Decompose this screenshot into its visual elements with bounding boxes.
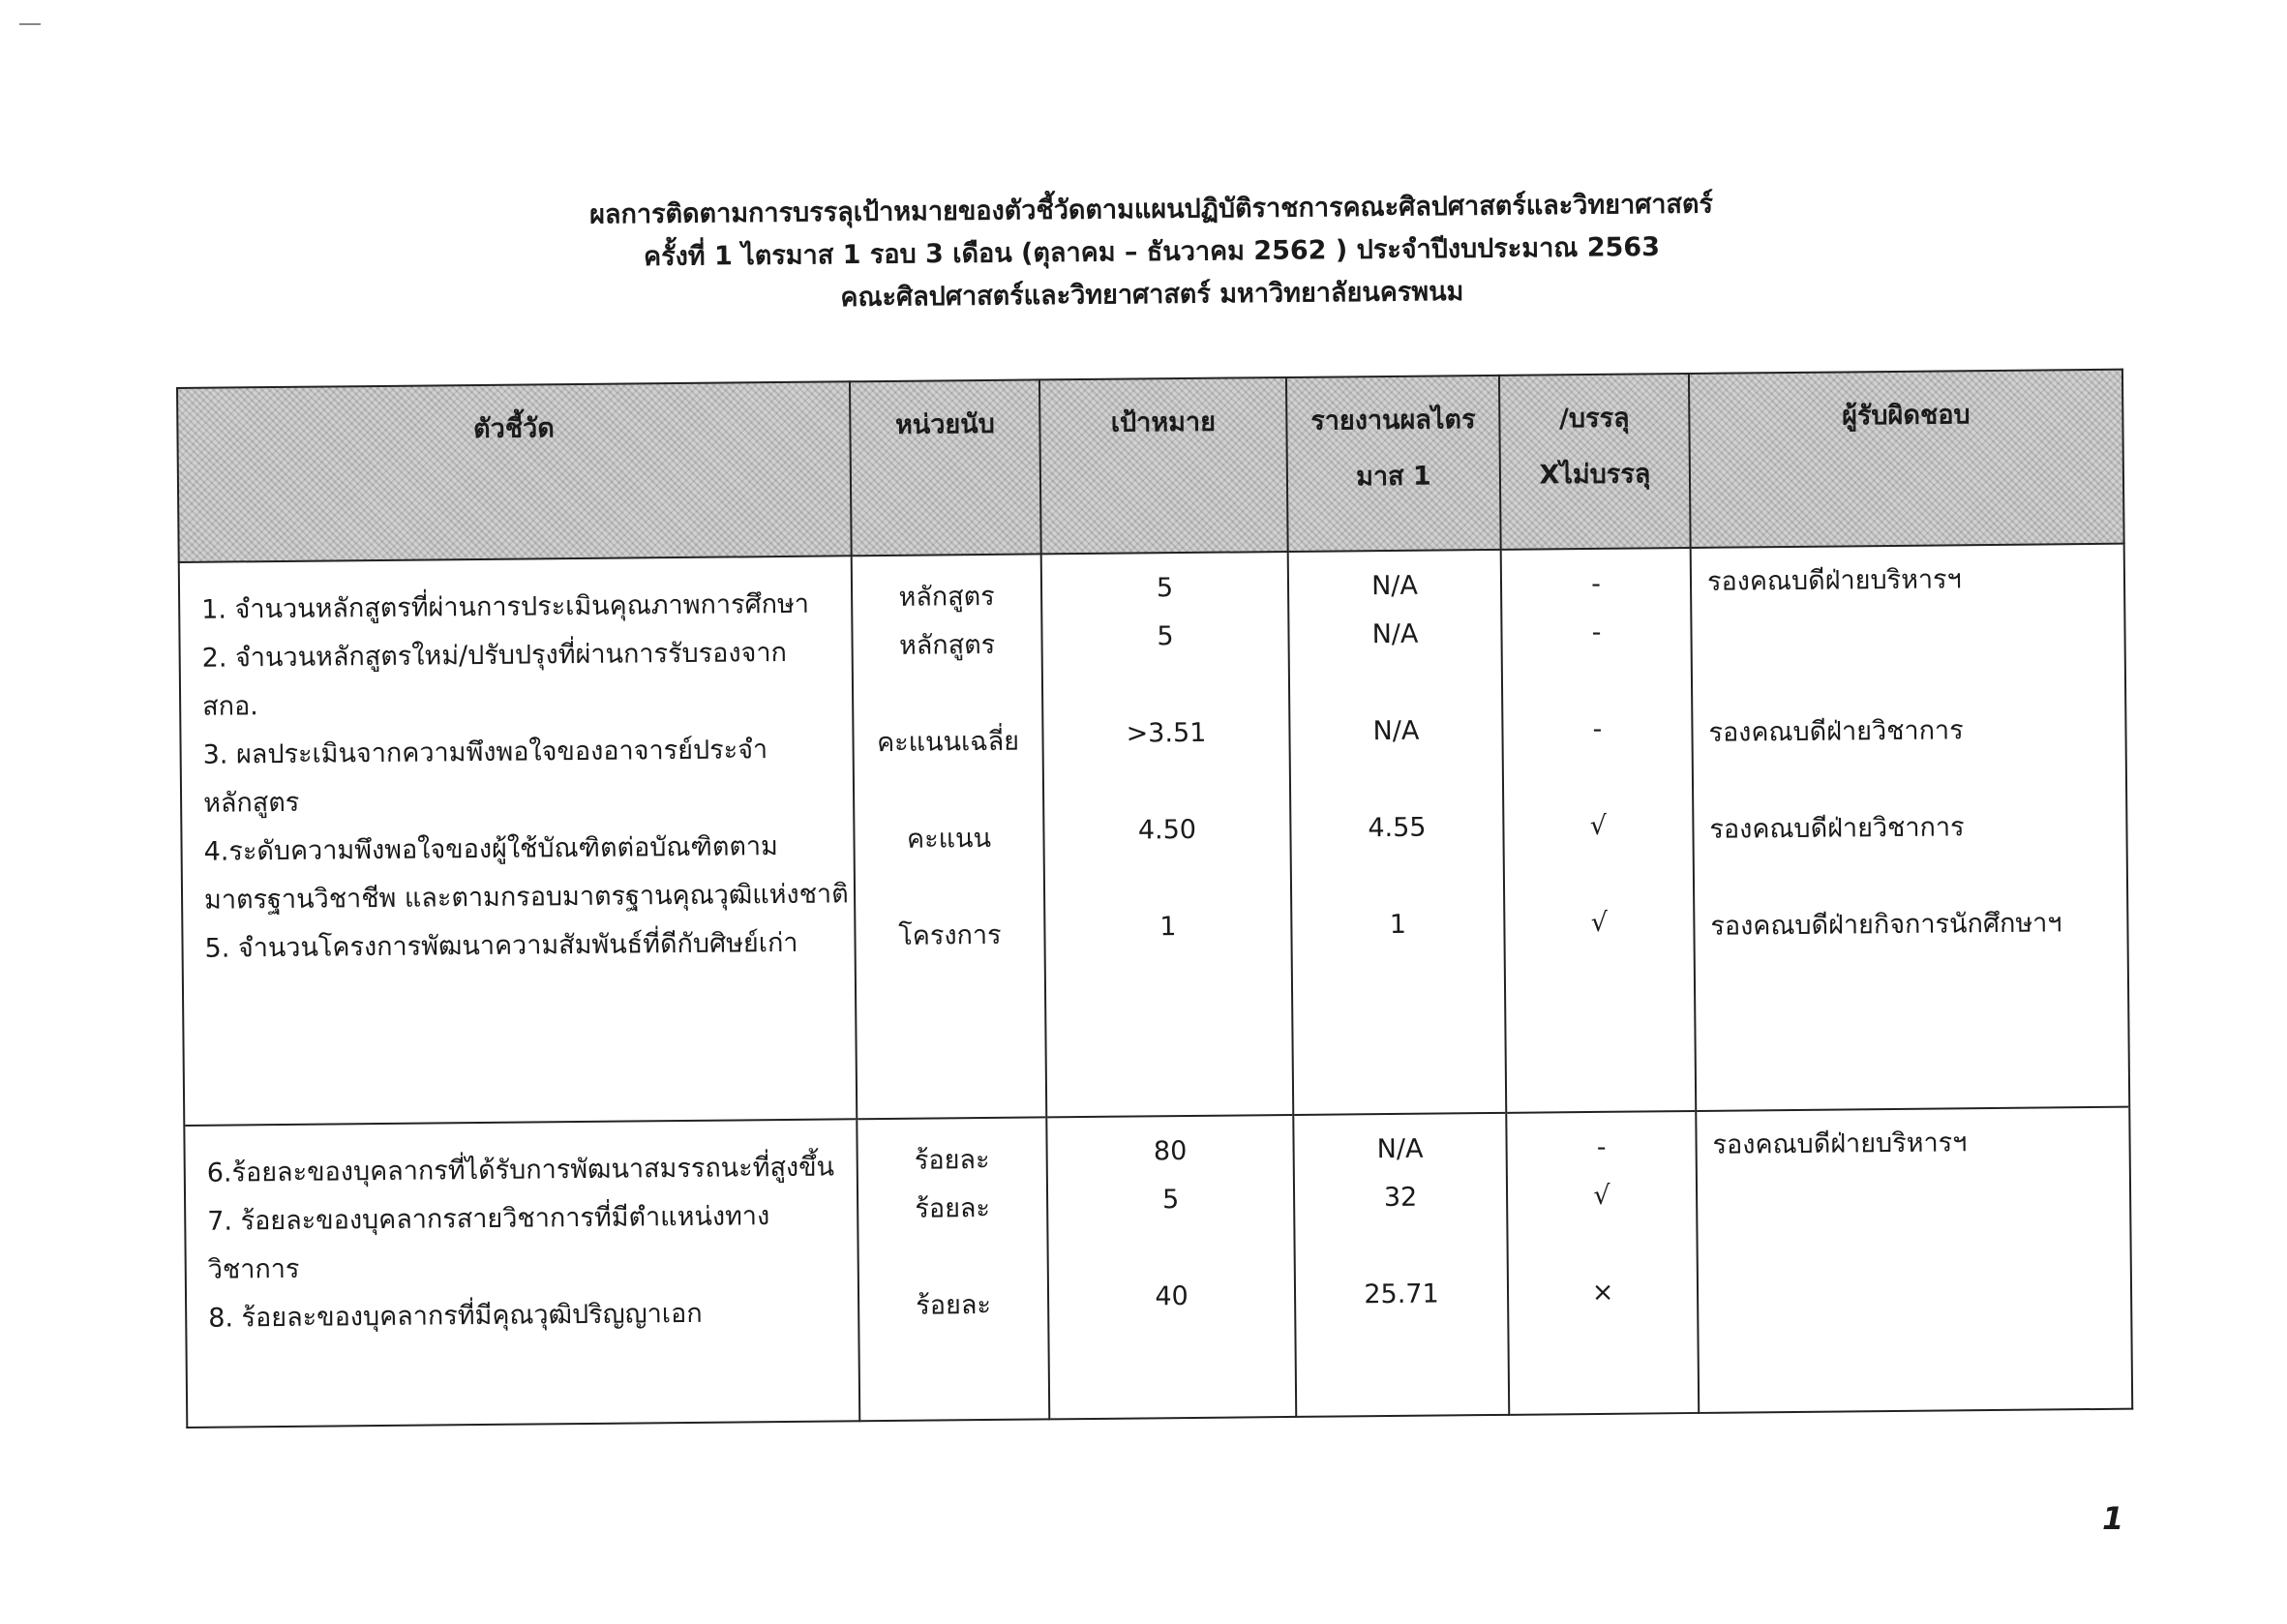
table-header-row — [177, 370, 2124, 562]
result-cell — [1288, 550, 1507, 1115]
header-result-line-2: มาส 1 — [1355, 461, 1431, 493]
header-responsible: ผู้รับผิดชอบ — [1689, 370, 2124, 548]
responsible-value: รองคณบดีฝ่ายวิชาการ — [1708, 715, 1964, 748]
header-status — [1499, 374, 1691, 550]
unit-value: คะแนนเฉลี่ย — [876, 726, 1020, 759]
indicator-line: 4.ระดับความพึงพอใจของผู้ใช้บัณฑิตต่อบัณฑิตตาม — [203, 831, 779, 867]
unit-cell — [852, 554, 1047, 1119]
responsible-value: รองคณบดีฝ่ายบริหารฯ — [1706, 564, 1962, 597]
indicator-line: 8. ร้อยละของบุคลากรที่มีคุณวุฒิปริญญาเอก — [208, 1298, 703, 1334]
status-mark: - — [1591, 617, 1602, 647]
indicator-line: 2. จำนวนหลักสูตรใหม่/ปรับปรุงที่ผ่านการรับรองจาก — [201, 637, 788, 674]
status-mark: - — [1596, 1131, 1607, 1162]
title-line-2: ครั้งที่ 1 ไตรมาส 1 รอบ 3 เดือน (ตุลาคม – ธันวาคม 2562 ) ประจำปีงบประมาณ 2563 — [643, 231, 1661, 273]
result-value: N/A — [1372, 715, 1420, 747]
target-value: 5 — [1161, 1185, 1180, 1216]
responsible-cell — [1696, 1107, 2132, 1413]
header-result — [1286, 376, 1501, 552]
page-number: 1 — [2102, 1500, 2124, 1537]
target-value: 40 — [1155, 1281, 1189, 1312]
result-value: N/A — [1376, 1133, 1424, 1165]
unit-value: คะแนน — [906, 823, 992, 855]
status-mark: - — [1592, 713, 1603, 744]
indicator-table — [176, 369, 2133, 1429]
target-value: 80 — [1153, 1136, 1188, 1167]
target-cell — [1046, 1115, 1296, 1419]
responsible-value: รองคณบดีฝ่ายวิชาการ — [1709, 812, 1965, 845]
target-value: 5 — [1156, 573, 1174, 604]
status-mark: - — [1590, 568, 1602, 599]
result-value: 32 — [1383, 1182, 1418, 1214]
target-value: 1 — [1159, 912, 1177, 943]
title-line-1: ผลการติดตามการบรรลุเป้าหมายของตัวชี้วัดตามแผนปฏิบัติราชการคณะศิลปศาสตร์และวิทยาศาสตร์ — [588, 189, 1714, 230]
header-status-line-1: /บรรลุ — [1558, 403, 1630, 435]
responsible-value: รองคณบดีฝ่ายกิจการนักศึกษาฯ — [1710, 908, 2062, 942]
unit-value: หลักสูตร — [898, 581, 995, 613]
indicator-line: 6.ร้อยละของบุคลากรที่ได้รับการพัฒนาสมรรถนะที่สูงขึ้น — [206, 1152, 835, 1188]
header-status-line-2: Xไม่บรรลุ — [1539, 459, 1651, 491]
header-indicator: ตัวชี้วัด — [177, 381, 852, 562]
unit-value: หลักสูตร — [898, 629, 996, 661]
status-mark: × — [1591, 1277, 1614, 1308]
indicator-cell — [179, 556, 858, 1126]
document-title — [289, 180, 2013, 324]
unit-cell — [857, 1117, 1049, 1421]
result-value: N/A — [1370, 570, 1419, 602]
unit-value: ร้อยละ — [916, 1289, 992, 1321]
header-unit: หน่วยนับ — [850, 379, 1041, 556]
status-mark: √ — [1590, 907, 1609, 938]
indicator-line: 1. จำนวนหลักสูตรที่ผ่านการประเมินคุณภาพการศึกษา — [201, 588, 810, 625]
indicator-line: 5. จำนวนโครงการพัฒนาความสัมพันธ์ที่ดีกับศิษย์เก่า — [204, 927, 798, 964]
indicator-line: หลักสูตร — [202, 787, 300, 819]
responsible-value: รองคณบดีฝ่ายบริหารฯ — [1712, 1128, 1968, 1160]
header-target: เป้าหมาย — [1039, 377, 1288, 554]
table-row-group-1 — [179, 544, 2129, 1126]
target-value: 4.50 — [1137, 814, 1197, 846]
status-cell — [1506, 1111, 1699, 1415]
status-mark: √ — [1589, 810, 1608, 841]
responsible-cell — [1691, 544, 2130, 1111]
unit-value: ร้อยละ — [914, 1144, 990, 1176]
target-cell — [1041, 552, 1294, 1117]
target-value: 5 — [1157, 621, 1174, 652]
indicator-line: สกอ. — [202, 691, 258, 722]
result-value: 4.55 — [1368, 812, 1427, 844]
status-cell — [1501, 548, 1697, 1113]
indicator-line: วิชาการ — [207, 1253, 300, 1285]
result-value: N/A — [1371, 618, 1419, 650]
indicator-line: มาตรฐานวิชาชีพ และตามกรอบมาตรฐานคุณวุฒิแห่งชาติ — [203, 879, 849, 916]
result-value: 25.71 — [1364, 1278, 1439, 1310]
header-result-line-1: รายงานผลไตร — [1310, 405, 1476, 436]
unit-value: โครงการ — [898, 919, 1002, 951]
result-value: 1 — [1389, 909, 1407, 940]
indicator-line: 7. ร้อยละของบุคลากรสายวิชาการที่มีตำแหน่งทาง — [207, 1201, 770, 1237]
scan-mark — [19, 23, 41, 25]
status-mark: √ — [1593, 1180, 1610, 1211]
target-value: >3.51 — [1126, 717, 1207, 749]
title-line-3: คณะศิลปศาสตร์และวิทยาศาสตร์ มหาวิทยาลัยนครพนม — [840, 276, 1464, 314]
indicator-cell — [184, 1119, 859, 1428]
table-row-group-2 — [184, 1107, 2132, 1428]
indicator-line: 3. ผลประเมินจากความพึงพอใจของอาจารย์ประจำ — [202, 735, 768, 770]
unit-value: ร้อยละ — [915, 1192, 991, 1224]
result-cell — [1293, 1113, 1509, 1417]
